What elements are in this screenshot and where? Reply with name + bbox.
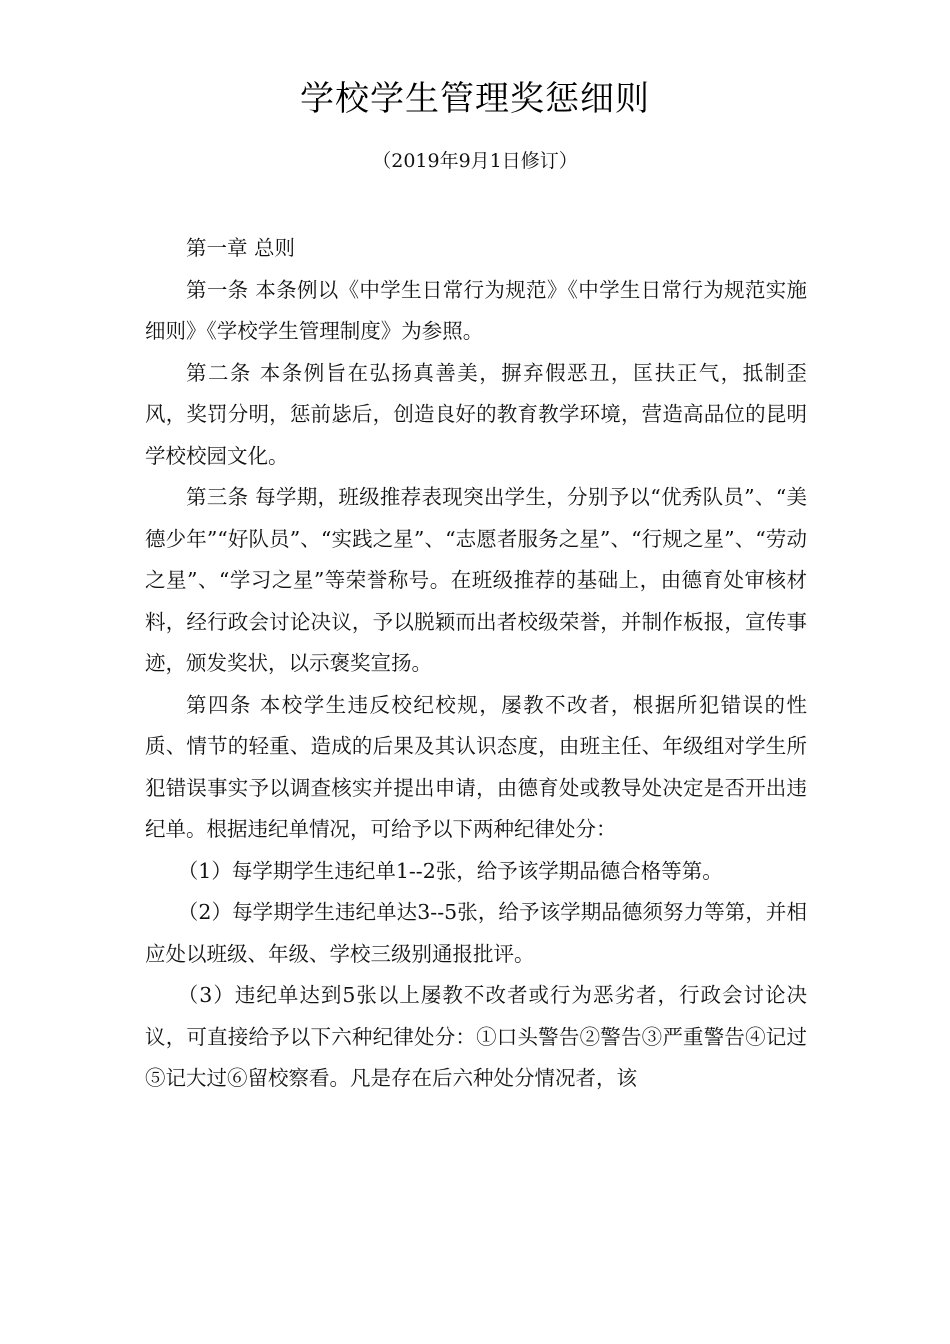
document-title: 学校学生管理奖惩细则	[300, 79, 650, 119]
article-4-item-2: （2）每学期学生违纪单达3--5张，给予该学期品德须努力等第，并相应处以班级、年级、学校三级别通报批评。	[145, 900, 807, 966]
article-4-item-3: （3）违纪单达到5张以上屡教不改者或行为恶劣者，行政会讨论决议，可直接给予以下六种纪律处分：①口头警告②警告③严重警告④记过⑤记大过⑥留校察看。凡是存在后六种处分情况者，该	[145, 983, 807, 1090]
chapter-heading: 第一章 总则	[186, 236, 296, 260]
article-4-item-1: （1）每学期学生违纪单1--2张，给予该学期品德合格等第。	[177, 858, 723, 883]
article-4: 第四条 本校学生违反校纪校规，屡教不改者，根据所犯错误的性质、情节的轻重、造成的后果及其认识态度，由班主任、年级组对学生所犯错误事实予以调查核实并提出申请，由德育处或教导处决定是否开出违纪单。根据违纪单情况，可给予以下两种纪律处分：	[145, 692, 807, 841]
article-2: 第二条 本条例旨在弘扬真善美，摒弃假恶丑，匡扶正气，抵制歪风，奖罚分明，惩前毖后，创造良好的教育教学环境，营造高品位的昆明学校校园文化。	[145, 360, 807, 468]
revision-date: （2019年9月1日修订）	[372, 150, 578, 172]
article-1: 第一条 本条例以《中学生日常行为规范》《中学生日常行为规范实施细则》《学校学生管理制度》为参照。	[145, 277, 807, 343]
document-body	[145, 228, 807, 1100]
article-3: 第三条 每学期，班级推荐表现突出学生，分别予以“优秀队员”、“美德少年”“好队员”、“实践之星”、“志愿者服务之星”、“行规之星”、“劳动之星”、“学习之星”等荣誉称号。在班级推荐的基础上，由德育处审核材料，经行政会讨论决议，予以脱颖而出者校级荣誉，并制作板报，宣传事迹，颁发奖状，以示褒奖宣扬。	[145, 485, 807, 675]
